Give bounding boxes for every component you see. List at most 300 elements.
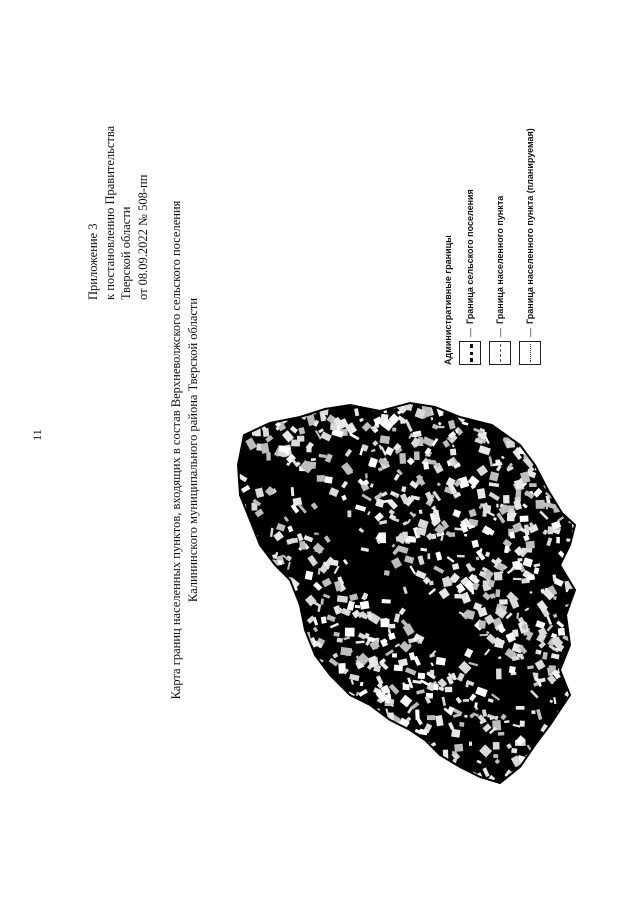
settlement-patch <box>291 643 297 648</box>
settlement-patch <box>290 786 296 790</box>
settlement-patch <box>268 669 271 675</box>
settlement-patch <box>284 592 288 598</box>
settlement-patch <box>317 475 325 482</box>
settlement-patch <box>326 756 330 761</box>
settlement-patch <box>272 723 278 727</box>
settlement-patch <box>564 775 569 780</box>
settlement-patch <box>547 439 559 450</box>
settlement-patch <box>339 726 347 734</box>
settlement-patch <box>463 699 469 702</box>
settlement-patch <box>325 778 332 785</box>
settlement-patch <box>277 615 287 625</box>
settlement-patch <box>572 465 580 473</box>
settlement-patch <box>283 625 287 633</box>
settlement-patch <box>238 696 246 703</box>
settlement-patch <box>445 401 456 409</box>
settlement-patch <box>355 605 360 608</box>
settlement-patch <box>432 777 438 787</box>
settlement-patch <box>230 736 241 747</box>
settlement-patch <box>263 590 270 598</box>
settlement-patch <box>230 674 239 680</box>
settlement-patch <box>450 773 454 777</box>
settlement-patch <box>234 620 240 625</box>
settlement-patch <box>338 720 346 728</box>
settlement-patch <box>387 778 396 787</box>
settlement-patch <box>535 410 544 421</box>
settlement-patch <box>537 458 545 467</box>
settlement-patch <box>281 778 288 785</box>
settlement-patch <box>433 765 439 771</box>
settlement-patch <box>322 741 333 752</box>
settlement-patch <box>232 615 238 621</box>
map-image <box>230 395 580 790</box>
settlement-patch <box>241 695 251 700</box>
settlement-patch <box>510 532 515 539</box>
settlement-patch <box>268 719 271 724</box>
settlement-patch <box>311 458 316 461</box>
settlement-patch <box>252 694 260 701</box>
settlement-patch <box>365 473 367 478</box>
settlement-patch <box>562 492 566 498</box>
settlement-patch <box>414 451 420 460</box>
settlement-patch <box>234 777 238 780</box>
settlement-patch <box>329 397 338 407</box>
settlement-patch <box>253 636 263 644</box>
settlement-patch <box>275 738 281 745</box>
settlement-patch <box>497 418 506 428</box>
settlement-patch <box>293 671 299 677</box>
settlement-patch <box>244 650 253 658</box>
settlement-patch <box>248 720 256 728</box>
settlement-patch <box>391 395 395 399</box>
settlement-patch <box>574 657 580 665</box>
settlement-patch <box>301 667 310 675</box>
settlement-patch <box>269 639 273 643</box>
settlement-patch <box>348 764 351 767</box>
settlement-patch <box>554 458 562 462</box>
settlement-patch <box>345 628 355 637</box>
settlement-patch <box>293 778 302 787</box>
settlement-patch <box>344 713 352 716</box>
settlement-patch <box>371 714 378 717</box>
settlement-patch <box>230 601 231 605</box>
legend-dash: — <box>465 328 475 337</box>
settlement-patch <box>257 728 263 733</box>
settlement-patch <box>399 760 404 767</box>
settlement-patch <box>259 402 270 411</box>
settlement-patch <box>374 738 382 745</box>
settlement-patch <box>230 587 241 600</box>
settlement-patch <box>294 679 297 683</box>
settlement-patch <box>303 679 314 688</box>
settlement-patch <box>321 761 325 767</box>
settlement-patch <box>429 780 438 789</box>
settlement-patch <box>239 509 246 516</box>
settlement-patch <box>554 403 564 407</box>
settlement-patch <box>532 451 541 459</box>
settlement-patch <box>575 673 580 677</box>
settlement-patch <box>395 767 403 775</box>
settlement-patch <box>237 759 246 769</box>
settlement-patch <box>454 594 463 599</box>
settlement-patch <box>536 772 549 785</box>
settlement-patch <box>496 669 502 680</box>
settlement-patch <box>303 397 312 409</box>
settlement-patch <box>298 765 301 768</box>
settlement-patch <box>230 759 233 765</box>
settlement-patch <box>239 756 243 764</box>
settlement-patch <box>376 766 381 771</box>
settlement-patch <box>565 472 576 479</box>
settlement-patch <box>278 762 287 771</box>
settlement-patch <box>244 736 250 742</box>
settlement-patch <box>234 552 240 560</box>
settlement-patch <box>556 772 562 777</box>
settlement-patch <box>255 616 266 627</box>
settlement-patch <box>253 644 262 654</box>
settlement-patch <box>230 684 235 689</box>
settlement-patch <box>560 471 564 475</box>
settlement-patch <box>367 611 372 618</box>
settlement-patch <box>320 772 326 777</box>
settlement-patch <box>552 397 557 403</box>
settlement-patch <box>301 693 309 697</box>
settlement-patch <box>342 710 349 715</box>
settlement-patch <box>255 558 260 562</box>
settlement-patch <box>429 581 434 586</box>
settlement-patch <box>266 574 271 580</box>
settlement-patch <box>493 742 500 750</box>
settlement-patch <box>356 701 360 705</box>
settlement-patch <box>239 751 245 757</box>
settlement-patch <box>500 397 504 401</box>
settlement-patch <box>338 739 350 749</box>
appendix-line-2: к постановлению Правительства <box>102 125 117 300</box>
settlement-patch <box>275 623 282 632</box>
legend-label: Граница населенного пункта <box>495 195 505 324</box>
settlement-patch <box>291 647 301 658</box>
settlement-patch <box>230 534 237 542</box>
settlement-patch <box>544 404 554 413</box>
settlement-patch <box>374 731 381 735</box>
settlement-patch <box>239 567 243 572</box>
settlement-patch <box>576 641 580 647</box>
settlement-patch <box>573 572 580 580</box>
settlement-patch <box>557 739 563 745</box>
settlement-patch <box>240 783 245 790</box>
settlement-patch <box>242 579 252 590</box>
legend-item-settlement-boundary <box>485 95 515 365</box>
settlement-patch <box>230 567 238 578</box>
settlement-patch <box>234 577 243 586</box>
settlement-patch <box>437 397 446 407</box>
settlement-patch <box>372 737 381 747</box>
settlement-patch <box>230 684 235 695</box>
settlement-patch <box>236 544 241 549</box>
settlement-patch <box>361 735 368 745</box>
settlement-patch <box>293 538 298 543</box>
settlement-patch <box>264 578 272 584</box>
settlement-patch <box>234 620 242 628</box>
settlement-patch <box>436 426 445 428</box>
settlement-patch <box>235 715 240 720</box>
settlement-patch <box>332 695 335 702</box>
settlement-patch <box>406 769 409 773</box>
settlement-patch <box>380 742 386 752</box>
settlement-patch <box>574 422 577 428</box>
settlement-patch <box>291 440 300 447</box>
settlement-patch <box>283 730 295 742</box>
settlement-patch <box>238 416 244 422</box>
legend-dash: — <box>525 328 535 337</box>
settlement-patch <box>236 752 248 764</box>
settlement-patch <box>383 403 387 413</box>
settlement-patch <box>245 608 256 620</box>
settlement-patch <box>391 762 400 769</box>
settlement-patch <box>372 714 382 726</box>
settlement-patch <box>323 731 333 736</box>
settlement-patch <box>315 678 319 682</box>
settlement-patch <box>301 732 309 738</box>
settlement-patch <box>363 731 371 740</box>
settlement-patch <box>569 548 578 557</box>
settlement-patch <box>324 476 333 484</box>
settlement-patch <box>233 403 239 408</box>
settlement-patch <box>235 561 246 573</box>
settlement-patch <box>275 576 280 580</box>
settlement-patch <box>303 776 312 786</box>
settlement-patch <box>514 563 521 569</box>
settlement-patch <box>335 733 347 743</box>
settlement-patch <box>464 402 467 408</box>
settlement-patch <box>384 570 390 576</box>
settlement-patch <box>230 771 235 780</box>
settlement-patch <box>317 729 327 738</box>
settlement-patch <box>242 700 253 710</box>
settlement-boundary-swatch <box>489 341 511 365</box>
settlement-patch <box>307 753 314 758</box>
settlement-patch <box>561 409 571 418</box>
settlement-patch <box>241 725 252 733</box>
settlement-patch <box>285 687 290 693</box>
settlement-patch <box>267 568 276 577</box>
settlement-patch <box>245 763 251 769</box>
settlement-patch <box>540 413 548 418</box>
settlement-patch <box>241 656 249 667</box>
settlement-patch <box>518 432 529 441</box>
settlement-patch <box>370 746 375 751</box>
settlement-patch <box>286 611 290 616</box>
settlement-patch <box>517 412 522 417</box>
settlement-patch <box>321 616 327 623</box>
map-title-line-2: Калининского муниципального района Тверской области <box>185 297 200 603</box>
settlement-patch <box>525 764 530 770</box>
appendix-line-4: от 08.09.2022 № 508-пп <box>135 174 150 300</box>
settlement-patch <box>534 751 539 759</box>
settlement-patch <box>523 419 530 426</box>
settlement-patch <box>397 775 404 782</box>
settlement-patch <box>378 784 383 788</box>
settlement-patch <box>570 645 577 654</box>
settlement-patch <box>574 617 580 624</box>
settlement-patch <box>521 439 528 447</box>
settlement-patch <box>304 760 312 767</box>
settlement-patch <box>574 601 580 607</box>
settlement-patch <box>476 557 480 561</box>
settlement-patch <box>547 473 556 482</box>
settlement-patch <box>348 510 352 517</box>
settlement-patch <box>509 666 516 673</box>
settlement-patch <box>571 693 577 700</box>
settlement-patch <box>273 619 281 626</box>
settlement-patch <box>535 757 544 761</box>
settlement-patch <box>302 644 308 649</box>
settlement-patch <box>255 762 258 769</box>
settlement-patch <box>299 408 304 414</box>
settlement-patch <box>573 428 580 440</box>
settlement-patch <box>361 778 370 786</box>
settlement-patch <box>399 453 406 464</box>
settlement-patch <box>466 403 473 410</box>
settlement-patch <box>355 706 365 715</box>
settlement-patch <box>411 433 420 437</box>
settlement-patch <box>287 751 294 758</box>
settlement-patch <box>234 716 243 719</box>
settlement-patch <box>301 784 306 789</box>
settlement-patch <box>557 773 568 784</box>
map-title <box>168 130 201 770</box>
settlement-patch <box>273 637 284 647</box>
settlement-patch <box>563 410 570 418</box>
settlement-patch <box>534 673 539 678</box>
legend-label: Граница населенного пункта (планируемая) <box>525 128 535 324</box>
settlement-patch <box>571 542 579 552</box>
settlement-patch <box>380 435 391 444</box>
settlement-patch <box>379 725 387 732</box>
settlement-patch <box>264 682 269 687</box>
settlement-patch <box>561 461 566 467</box>
settlement-patch <box>306 694 311 704</box>
settlement-patch <box>268 714 281 727</box>
settlement-patch <box>257 744 266 754</box>
settlement-patch <box>279 695 284 701</box>
settlement-patch <box>522 765 533 778</box>
settlement-patch <box>251 546 261 558</box>
page-number: 11 <box>30 429 44 441</box>
settlement-patch <box>376 764 384 770</box>
settlement-patch <box>250 721 257 730</box>
settlement-patch <box>551 417 560 423</box>
settlement-patch <box>337 638 343 643</box>
settlement-patch <box>380 618 388 625</box>
settlement-patch <box>576 715 580 720</box>
settlement-patch <box>503 421 513 429</box>
settlement-patch <box>341 717 344 721</box>
settlement-patch <box>450 449 456 456</box>
settlement-patch <box>250 652 259 661</box>
settlement-patch <box>297 655 306 663</box>
settlement-patch <box>478 620 486 629</box>
settlement-patch <box>382 599 391 604</box>
settlement-patch <box>327 726 334 735</box>
settlement-patch <box>369 401 374 407</box>
settlement-patch <box>242 633 247 639</box>
settlement-patch <box>381 748 385 755</box>
settlement-patch <box>256 747 265 755</box>
legend-label: Граница сельского поселения <box>465 189 475 324</box>
settlement-patch <box>334 718 340 728</box>
settlement-patch <box>480 409 490 417</box>
settlement-patch <box>236 775 243 780</box>
settlement-patch <box>395 749 402 754</box>
settlement-patch <box>464 534 467 537</box>
settlement-patch <box>267 410 275 419</box>
settlement-patch <box>415 710 419 720</box>
settlement-patch <box>425 768 434 777</box>
settlement-patch <box>516 706 525 710</box>
settlement-patch <box>266 452 270 460</box>
settlement-patch <box>576 482 580 490</box>
settlement-patch <box>569 673 573 681</box>
settlement-patch <box>338 723 343 729</box>
settlement-patch <box>507 513 515 521</box>
settlement-patch <box>342 722 347 728</box>
settlement-patch <box>548 526 554 534</box>
settlement-patch <box>245 760 254 770</box>
settlement-patch <box>553 408 557 414</box>
settlement-patch <box>251 662 260 669</box>
settlement-patch <box>277 413 285 419</box>
settlement-patch <box>423 780 433 789</box>
settlement-patch <box>303 768 312 778</box>
settlement-patch <box>264 782 272 790</box>
settlement-patch <box>314 533 319 535</box>
settlement-patch <box>388 624 395 629</box>
settlement-patch <box>392 428 396 432</box>
settlement-patch <box>293 726 300 736</box>
settlement-patch <box>270 759 280 770</box>
settlement-patch <box>418 673 425 680</box>
appendix-line-1: Приложение 3 <box>86 223 100 300</box>
settlement-patch <box>244 539 252 547</box>
settlement-patch <box>512 399 524 408</box>
settlement-patch <box>306 661 316 669</box>
settlement-patch <box>501 396 511 404</box>
settlement-patch <box>252 589 261 597</box>
settlement-patch <box>291 664 303 672</box>
settlement-patch <box>230 477 238 486</box>
settlement-patch <box>322 780 326 784</box>
settlement-patch <box>533 780 543 790</box>
settlement-patch <box>539 406 548 413</box>
settlement-patch <box>544 788 549 790</box>
settlement-patch <box>252 645 259 650</box>
settlement-patch <box>294 627 300 633</box>
settlement-patch <box>572 437 579 444</box>
settlement-patch <box>459 408 466 415</box>
settlement-patch <box>267 739 278 750</box>
settlement-patch <box>239 738 249 748</box>
settlement-patch <box>237 631 243 637</box>
settlement-patch <box>246 703 256 710</box>
settlement-patch <box>293 646 300 654</box>
settlement-patch <box>280 729 290 739</box>
settlement-patch <box>513 426 524 434</box>
settlement-patch <box>385 769 390 779</box>
settlement-patch <box>248 557 255 564</box>
settlement-patch <box>573 788 580 790</box>
settlement-patch <box>513 578 521 580</box>
